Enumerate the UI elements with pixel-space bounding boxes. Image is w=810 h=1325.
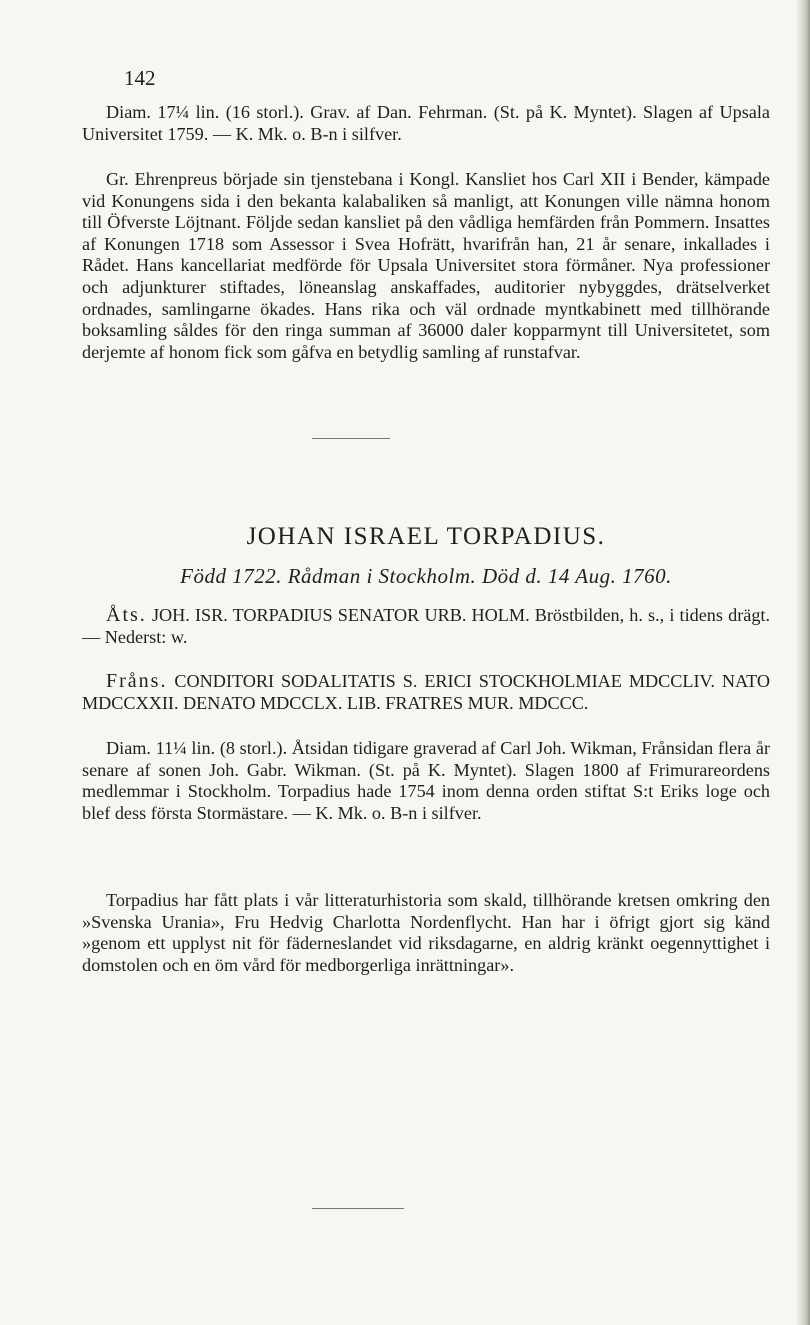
section-divider-top (312, 438, 390, 439)
paragraph-torpadius-biography: Torpadius har fått plats i vår litteraturhistoria som skald, tillhörande kretsen omkring den »Svenska Urania», Fru Hedvig Charlotta Nordenflycht. Han har i öfrigt gjort sig känd »genom ett upplyst nit för fäderneslandet vid riksdagarne, en aldrig kränkt oegennyttighet i domstolen och en öm vård för medborgerliga inrättningar». (82, 890, 770, 975)
paragraph-ehrenpreus-biography: Gr. Ehrenpreus började sin tjenstebana i Kongl. Kansliet hos Carl XII i Bender, kämpade vid Konungens sida i den bekanta kalabaliken så manligt, att Konungen ville nämna honom till Öfverste Löjtnant. Följde sedan kansliet på den vådliga hemfärden från Pommern. Insattes af Konungen 1718 som Assessor i Svea Hofrätt, hvarifrån han, 21 år senare, inkallades i Rådet. Hans kancellariat medförde för Upsala Universitet stora förmåner. Nya professioner och adjunkturer stiftades, löneanslag anskaffades, auditorier nybyggdes, drätselverket ordnades, samlingarne ökades. Hans rika och väl ordnade myntkabinett med tillhörande boksamling såldes för den ringa summan af 36000 daler kopparmynt till Universitetet, som derjemte af honom fick som gåfva en betydlig samling af runstafvar. (82, 169, 770, 362)
paragraph-medal-ehrenpreus-details: Diam. 17¼ lin. (16 storl.). Grav. af Dan. Fehrman. (St. på K. Myntet). Slagen af Upsala Universitet 1759. — K. Mk. o. B-n i silfver. (82, 102, 770, 144)
obverse-label: Åts. (106, 604, 147, 626)
reverse-text: CONDITORI SODALITATIS S. ERICI STOCKHOLMIAE MDCCLIV. NATO MDCCXXII. DENATO MDCCLX. LIB. FRATRES MUR. MDCCC. (82, 671, 771, 713)
obverse-text: JOH. ISR. TORPADIUS SENATOR URB. HOLM. Bröstbilden, h. s., i tidens drägt. — Nederst: w. (82, 605, 771, 647)
section-heading: JOHAN ISRAEL TORPADIUS. (246, 523, 606, 550)
paragraph-obverse (82, 605, 770, 648)
section-subtitle: Född 1722. Rådman i Stockholm. Död d. 14 Aug. 1760. (180, 564, 672, 588)
paragraph-reverse (82, 671, 770, 714)
page-edge-shadow (796, 0, 810, 1325)
section-divider-bottom (312, 1208, 404, 1209)
paragraph-medal-torpadius-details: Diam. 11¼ lin. (8 storl.). Åtsidan tidigare graverad af Carl Joh. Wikman, Frånsidan flera år senare af sonen Joh. Gabr. Wikman. (St. på K. Myntet). Slagen 1800 af Frimurareordens medlemmar i Stockholm. Torpadius hade 1754 inom denna orden stiftat S:t Eriks loge och blef dess första Stormästare. — K. Mk. o. B-n i silfver. (82, 738, 770, 823)
reverse-label: Fråns. (106, 670, 168, 692)
page-number: 142 (124, 66, 156, 90)
